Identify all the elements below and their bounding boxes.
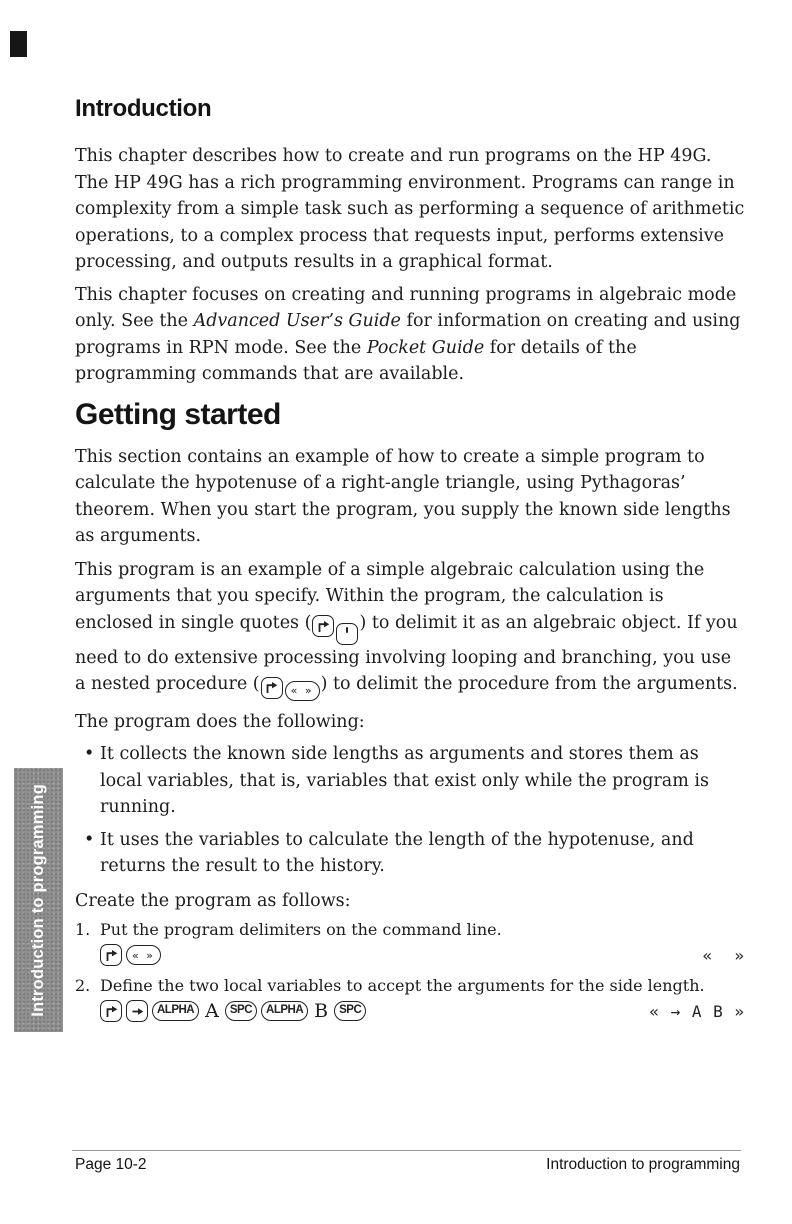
bullet-glyph: • — [84, 744, 95, 764]
page-footer — [75, 1156, 740, 1174]
section-title-introduction: Introduction — [75, 95, 212, 122]
intro-p2-text-b: for information on creating and using programs in RPN mode. See the — [75, 311, 741, 358]
footer-divider — [72, 1150, 741, 1151]
footer-page-number: Page 10-2 — [75, 1156, 147, 1173]
right-arrow-key-icon — [126, 1000, 148, 1022]
program-does-following-line: The program does the following: — [75, 711, 365, 732]
footer-chapter-title: Introduction to programming — [546, 1156, 740, 1173]
step-2 — [75, 976, 745, 1026]
getting-started-paragraph-1: This section contains an example of how to create a simple program to calculate the hypotenuse of a right-angle triangle, using Pythagoras’ theorem. When you start the program, you supply the known side lengths as arguments. — [75, 446, 731, 546]
spc-key: SPC — [225, 1001, 257, 1021]
chapter-tab — [14, 768, 63, 1032]
step-1 — [75, 920, 745, 970]
chapter-tab-label: Introduction to programming — [29, 783, 47, 1017]
gs-p2-text-a: This program is an example of a simple algebraic calculation using the arguments that you specify. Within the program, the calculation is enclosed in single quotes ( — [75, 559, 705, 633]
step-number: 2. — [75, 976, 91, 995]
page-content — [75, 0, 745, 1026]
create-program-line: Create the program as follows: — [75, 890, 351, 911]
intro-paragraph-1: This chapter describes how to create and run programs on the HP 49G. The HP 49G has a rich programming environment. Programs can range in complexity from a simple task such as performing a sequence of arithmetic operations, to a complex process that requests input, performs extensive processing, and outputs results in a graphical format. — [75, 146, 745, 272]
intro-paragraph-2 — [75, 282, 745, 388]
quote-key-icon — [336, 623, 358, 645]
right-shift-key-icon — [100, 1000, 122, 1022]
typed-letter-a: A — [205, 1000, 219, 1022]
step-number: 1. — [75, 920, 91, 939]
book-title-advanced-users-guide: Advanced User’s Guide — [193, 311, 401, 331]
section-title-getting-started: Getting started — [75, 397, 281, 431]
list-item-text: It uses the variables to calculate the length of the hypotenuse, and returns the result to the history. — [100, 829, 694, 876]
right-shift-key-icon — [261, 677, 283, 699]
intro-p2-text-a: This chapter focuses on creating and running programs in algebraic mode only. See the — [75, 284, 737, 331]
step-2-text: Define the two local variables to accept the arguments for the side length. — [100, 976, 705, 995]
step-2-key-row — [100, 996, 745, 1026]
command-line-result: « → A B » — [649, 1001, 745, 1021]
right-shift-key-icon — [312, 615, 334, 637]
gs-p2-text-c: ) to delimit the procedure from the arguments. — [320, 674, 738, 694]
right-shift-key-icon — [100, 944, 122, 966]
step-1-key-row — [100, 940, 745, 970]
program-behavior-list — [75, 741, 745, 880]
page-edge-mark — [10, 31, 27, 57]
book-title-pocket-guide: Pocket Guide — [366, 337, 485, 358]
command-line-result: « » — [702, 945, 745, 965]
list-item — [75, 741, 745, 821]
spc-key: SPC — [334, 1001, 366, 1021]
gs-p2-text-b: ) to delimit it as an algebraic object. If you need to do extensive processing involving looping and branching, you use a nested procedure ( — [75, 612, 738, 694]
intro-p2-text-c: for details of the programming commands that are available. — [75, 337, 637, 384]
list-item — [75, 827, 745, 880]
program-delimiters-key-icon: « » — [126, 945, 161, 965]
bullet-glyph: • — [84, 829, 95, 850]
alpha-key: ALPHA — [261, 1001, 308, 1021]
list-item-text: It collects the known side lengths as arguments and stores them as local variables, that is, variables that exist only while the program is running. — [100, 744, 709, 817]
program-delimiters-key-icon: « » — [285, 681, 320, 701]
typed-letter-b: B — [314, 1000, 329, 1022]
alpha-key: ALPHA — [152, 1001, 199, 1021]
step-1-text: Put the program delimiters on the command line. — [100, 920, 502, 939]
getting-started-paragraph-2 — [75, 557, 745, 701]
